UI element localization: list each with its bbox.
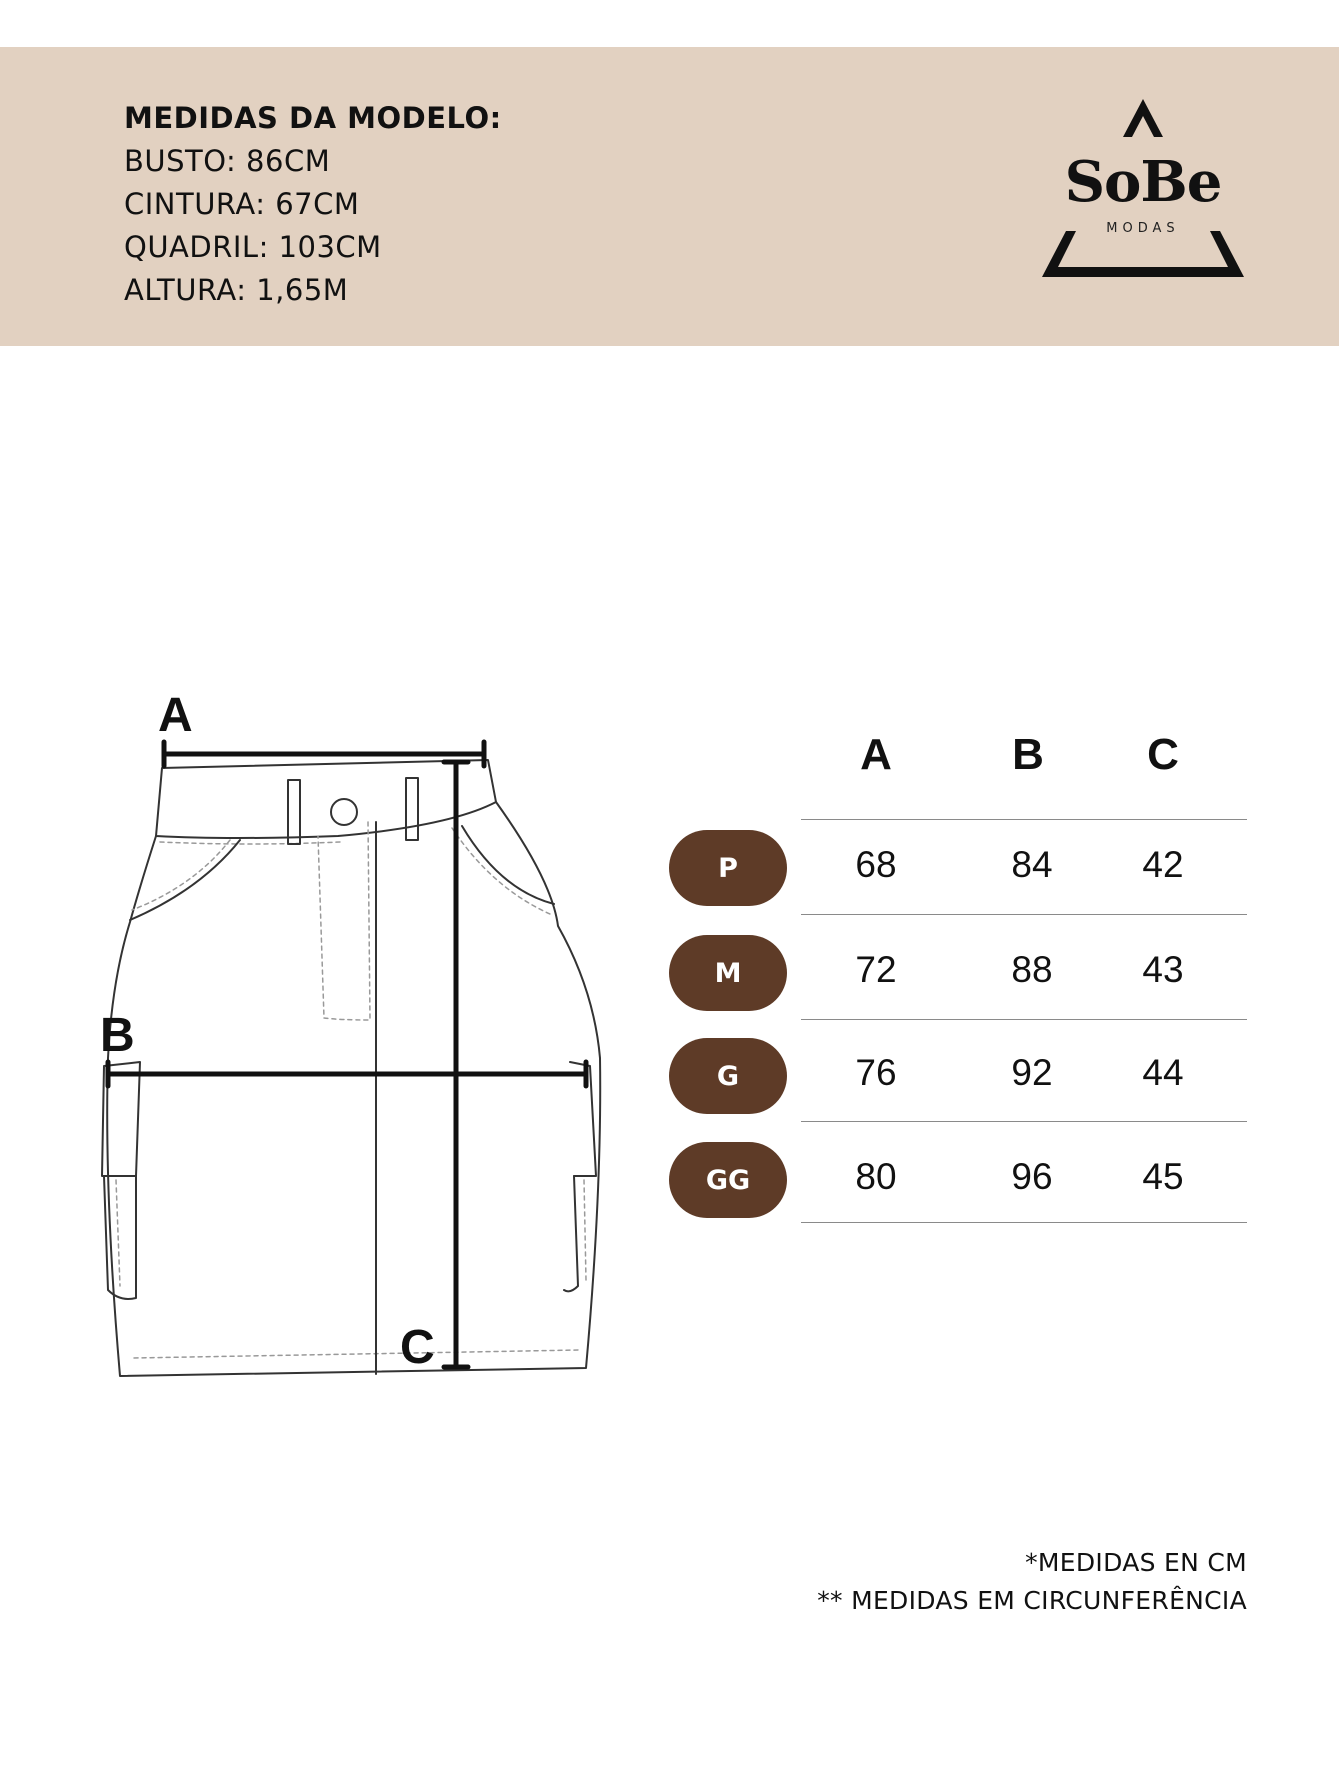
cell-b: 84 [1011, 844, 1053, 885]
column-header-c: C [1147, 730, 1179, 779]
model-measurements-title: MEDIDAS DA MODELO: [124, 101, 502, 135]
diagram-label-b: B [100, 1009, 135, 1062]
footnote-circumference: ** MEDIDAS EM CIRCUNFERÊNCIA [817, 1586, 1247, 1615]
column-header-b: B [1012, 730, 1044, 779]
table-row [665, 1030, 1255, 1134]
cell-a: 72 [855, 949, 897, 990]
measurement-bust: BUSTO: 86CM [124, 144, 331, 178]
cell-b: 96 [1011, 1156, 1053, 1197]
cell-c: 43 [1142, 949, 1184, 990]
cell-b: 92 [1011, 1052, 1053, 1093]
footnote-units: *MEDIDAS EN CM [1025, 1548, 1247, 1577]
header-band [0, 47, 1339, 346]
cell-b: 88 [1011, 949, 1053, 990]
row-divider [801, 1222, 1247, 1223]
skirt-outline-icon [90, 690, 610, 1390]
column-header-a: A [860, 730, 892, 779]
size-badge-gg: GG [669, 1142, 787, 1218]
row-divider [801, 1121, 1247, 1122]
brand-logo [1038, 97, 1248, 277]
diagram-label-a: A [158, 689, 193, 742]
size-badge-g: G [669, 1038, 787, 1114]
row-divider [801, 914, 1247, 915]
cell-c: 44 [1142, 1052, 1184, 1093]
row-divider [801, 1019, 1247, 1020]
measurement-waist: CINTURA: 67CM [124, 187, 360, 221]
footnotes [817, 1544, 1247, 1620]
logo-brand-name: SoBe [1064, 149, 1222, 215]
skirt-diagram [90, 690, 610, 1390]
size-badge-p: P [669, 830, 787, 906]
measurement-height: ALTURA: 1,65M [124, 273, 349, 307]
table-row [665, 927, 1255, 1031]
cell-a: 80 [855, 1156, 897, 1197]
cell-a: 68 [855, 844, 897, 885]
table-row [665, 822, 1255, 926]
cell-c: 45 [1142, 1156, 1184, 1197]
diagram-label-c: C [400, 1321, 435, 1374]
row-divider [801, 819, 1247, 820]
measurement-hip: QUADRIL: 103CM [124, 230, 382, 264]
model-measurements [124, 97, 502, 312]
logo-subtitle: MODAS [1106, 221, 1180, 236]
cell-a: 76 [855, 1052, 897, 1093]
cell-c: 42 [1142, 844, 1184, 885]
size-badge-m: M [669, 935, 787, 1011]
